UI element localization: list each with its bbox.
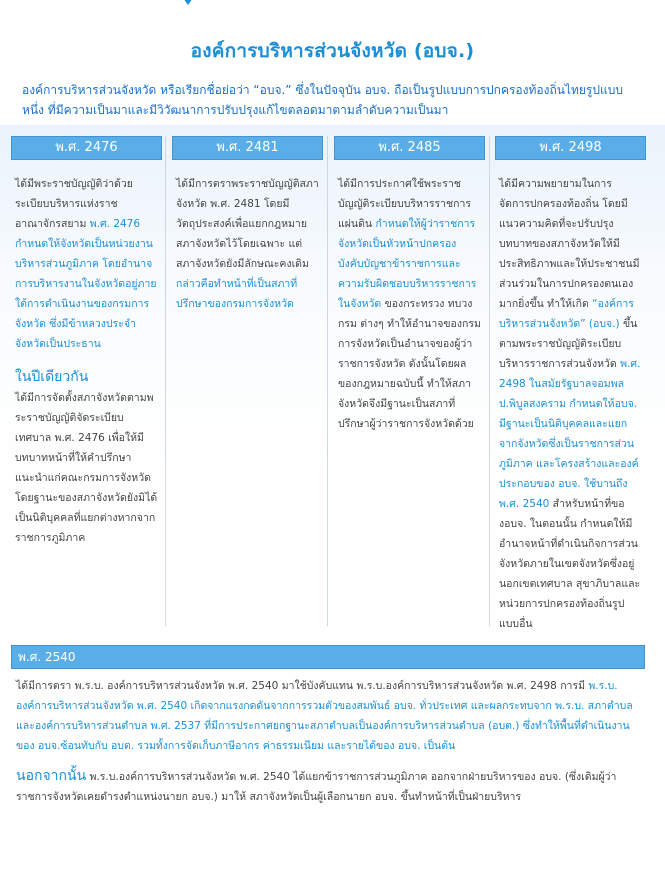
body-text: ได้มีการตรา พ.ร.บ. องค์การบริหารส่วนจังหวัด พ.ศ. 2540 มาใช้บังคับแทน พ.ร.บ.องค์การบริหารส่วนจังหวัด พ.ศ. 2498 การมี: [16, 680, 586, 692]
body-text: สำหรับหน้าที่ของอบจ. ในตอนนั้น กำหนดให้มีอำนาจหน้าที่ดำเนินกิจการส่วนจังหวัดภายในเขตจังหวัดซึ่งอยู่นอกเขตเทศบาล สุขาภิบาลและหน่วยการปกครองท้องถิ่นรูปแบบอื่น: [499, 498, 641, 630]
body-text: ขึ้นตามพระราชบัญญัติระเบียบบริหารราชการส่วนจังหวัด: [499, 318, 638, 370]
note-lead: นอกจากนั้น: [16, 768, 87, 784]
down-arrow-icon: [183, 0, 193, 5]
column-body: [495, 160, 646, 634]
highlight-text: พ.ร.บ. องค์การบริหารส่วนจังหวัด พ.ศ. 2540 เกิดจากแรงกดดันจากการรวมตัวของสมพันธ์ อบจ. ทั่วประเทศ และผลกระทบจาก พ.ร.บ. สภาตำบลและองค์การบริหารส่วนตำบล พ.ศ. 2537 ที่มีการประกาศยกฐานะสภาตำบลเป็นองค์การบริหารส่วนตำบล (อบต.) ซึ่งทำให้พื้นที่ดำเนินงานของ อบจ.ซ้อนทับกับ อบต. รวมทั้งการจัดเก็บภาษีอากร ค่าธรรมเนียม และรายได้ของ อบจ. เป็นต้น: [16, 680, 633, 752]
timeline-column-2485: [334, 136, 485, 434]
column-divider: [327, 136, 328, 626]
section-body-2540: [16, 676, 646, 756]
subheading: ในปีเดียวกัน: [15, 369, 89, 385]
timeline-column-2481: [172, 136, 323, 314]
column-heading: พ.ศ. 2476: [11, 136, 162, 160]
intro-paragraph: องค์การบริหารส่วนจังหวัด หรือเรียกชื่อย่อว่า “อบจ.” ซึ่งในปัจจุบัน อบจ. ถือเป็นรูปแบบการปกครองท้องถิ่นไทยรูปแบบหนึ่ง ที่มีความเป็นมาและมีวิวัฒนาการปรับปรุงแก้ไขตลอดมาตามลำดับความเป็นมา: [22, 83, 623, 117]
column-heading: พ.ศ. 2481: [172, 136, 323, 160]
column-body: [11, 160, 162, 548]
body-text: ได้มีการประกาศใช้พระราชบัญญัติระเบียบบริหารราชการแผ่นดิน: [338, 178, 472, 230]
highlight-text: กล่าวคือทำหน้าที่เป็นสภาที่ปรึกษาของกรมการจังหวัด: [176, 278, 298, 310]
highlight-text: กำหนดให้ผู้ว่าราชการจังหวัดเป็นหัวหน้าปกครองบังคับบัญชาข้าราชการและความรับผิดชอบบริหารราชการในจังหวัด: [338, 218, 477, 310]
page-title: องค์การบริหารส่วนจังหวัด (อบจ.): [190, 40, 475, 62]
column-heading: พ.ศ. 2485: [334, 136, 485, 160]
body-text: ได้มีการจัดตั้งสภาจังหวัดตามพระราชบัญญัติจัดระเบียบเทศบาล พ.ศ. 2476 เพื่อให้มีบทบาทหน้าที่ให้คำปรึกษาแนะนำแก่คณะกรมการจังหวัด โดยฐานะของสภาจังหวัดยังมิได้เป็นนิติบุคคลที่แยกต่างหากจากราชการภูมิภาค: [15, 392, 158, 544]
column-body: [172, 160, 323, 314]
additional-note: [16, 766, 646, 807]
highlight-text: “องค์การบริหารส่วนจังหวัด” (อบจ.): [499, 298, 634, 330]
body-text: ได้มีพระราชบัญญัติว่าด้วยระเบียบบริหารแห่งราชอาณาจักรสยาม: [15, 178, 133, 230]
timeline-column-2476: [11, 136, 162, 548]
body-text: ได้มีความพยายามในการจัดการปกครองท้องถิ่น โดยมีแนวความคิดที่จะปรับปรุง บทบาทของสภาจังหวัดให้มีประสิทธิภาพและให้ประชาชนมีส่วนร่วมในการปกครองตนเองมากยิ่งขึ้น ทำให้เกิด: [499, 178, 640, 310]
body-text: ได้มีการตราพระราชบัญญัติสภาจังหวัด พ.ศ. 2481 โดยมีวัตถุประสงค์เพื่อแยกกฎหมายสภาจังหวัดไว้โดยเฉพาะ แต่สภาจังหวัดยังมีลักษณะคงเดิม: [176, 178, 319, 270]
section-heading-2540: พ.ศ. 2540: [11, 645, 645, 669]
note-text: พ.ร.บ.องค์การบริหารส่วนจังหวัด พ.ศ. 2540 ได้แยกข้าราชการส่วนภูมิภาค ออกจากฝ่ายบริหารของ อบจ. (ซึ่งเดิมผู้ว่าราชการจังหวัดเคยดำรงตำแหน่งนายก อบจ.) มาให้ สภาจังหวัดเป็นผู้เลือกนายก อบจ. ขึ้นทำหน้าที่เป็นฝ่ายบริหาร: [16, 771, 617, 803]
highlight-text: พ.ศ. 2498 ในสมัยรัฐบาลจอมพล ป.พิบูลสงคราม กำหนดให้อบจ. มีฐานะเป็นนิติบุคคลและแยกจากจังหวัดซึ่งเป็นราชการส่วนภูมิภาค และโครงสร้างและองค์ประกอบของ อบจ. ใช้บานถึง พ.ศ. 2540: [499, 358, 641, 510]
body-text: ของกระทรวง ทบวง กรม ต่างๆ ทำให้อำนาจของกรมการจังหวัดเป็นอำนาจของผู้ว่าราชการจังหวัด ดังนั้นโดยผลของกฎหมายฉบับนี้ ทำให้สภาจังหวัดจึงมีฐานะเป็นสภาที่ปรึกษาผู้ว่าราชการจังหวัดด้วย: [338, 298, 481, 430]
highlight-text: พ.ศ. 2476 กำหนดให้จังหวัดเป็นหน่วยงานบริหารส่วนภูมิภาค โดยอำนาจการบริหารงานในจังหวัดอยู่ภายใต้การดำเนินงานของกรมการจังหวัด ซึ่งมีข้าหลวงประจำจังหวัดเป็นประธาน: [15, 218, 157, 350]
timeline-column-2498: [495, 136, 646, 634]
column-divider: [489, 136, 490, 626]
column-divider: [165, 136, 166, 626]
column-body: [334, 160, 485, 434]
column-heading: พ.ศ. 2498: [495, 136, 646, 160]
